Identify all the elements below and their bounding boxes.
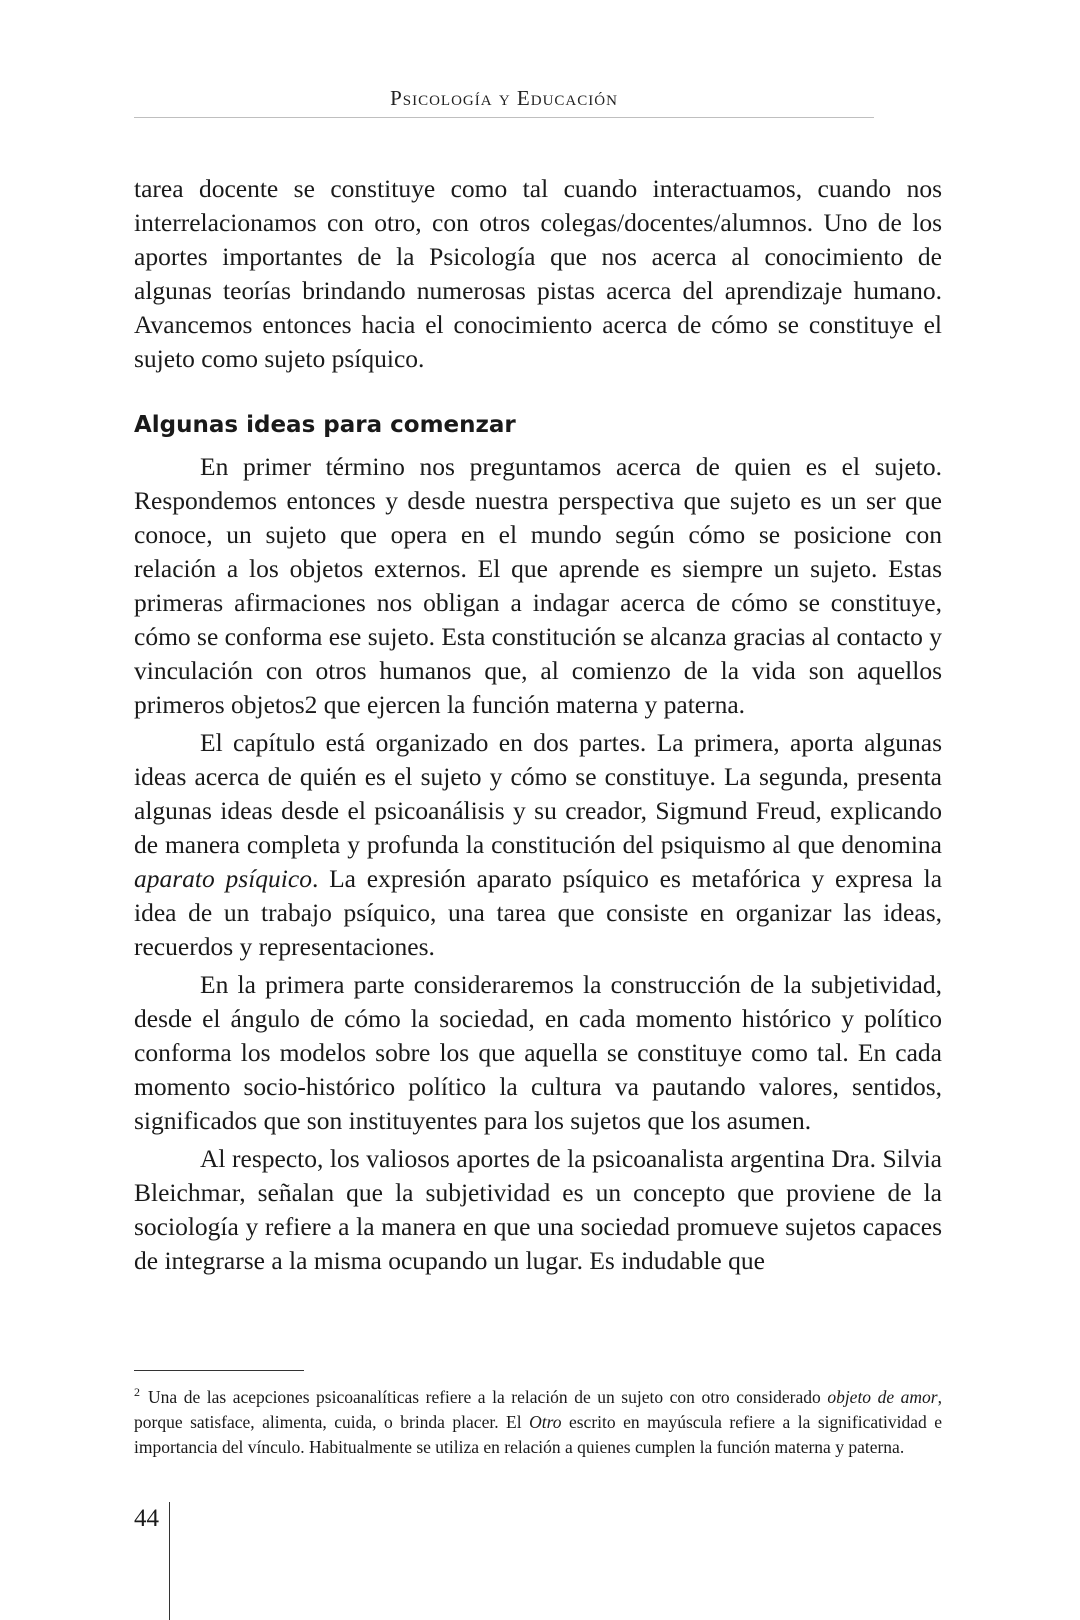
paragraph-2-start: El capítulo está organizado en dos partes. La primera, aporta algunas ideas acerca de quién es el sujeto y cómo se constituye. La segunda, presenta algunas ideas desde el psicoanálisis y su creador, Sigmund Freud, explicando de manera completa y profunda la constitución del psiquismo al que denomina: [134, 728, 942, 859]
footnote: [134, 1385, 942, 1460]
footnote-marker: 2: [134, 1385, 140, 1399]
running-head-title: Psicología y Educación: [390, 86, 618, 110]
page-number: 44: [134, 1505, 159, 1532]
footnote-part-2: , porque satisface, alimenta, cuida, o brinda placer. El: [134, 1387, 942, 1432]
margin-rule: [169, 1502, 170, 1620]
paragraph-2: [134, 726, 942, 964]
paragraph-2-italic: aparato psíquico: [134, 864, 312, 893]
footnote-part-3: escrito en mayúscula refiere a la significatividad e importancia del vínculo. Habitualmente se utiliza en relación a quienes cumplen la función materna y paterna.: [134, 1412, 942, 1457]
section-heading: Algunas ideas para comenzar: [134, 412, 516, 438]
paragraph-4: Al respecto, los valiosos aportes de la psicoanalista argentina Dra. Silvia Bleichmar, señalan que la subjetividad es un concepto que proviene de la sociología y refiere a la manera en que una sociedad promueve sujetos capaces de integrarse a la misma ocupando un lugar. Es indudable que: [134, 1144, 942, 1275]
footnote-part-1: Una de las acepciones psicoanalíticas refiere a la relación de un sujeto con otro considerado: [148, 1387, 828, 1407]
header-rule: [134, 117, 874, 118]
paragraph-1: En primer término nos preguntamos acerca de quien es el sujeto. Respondemos entonces y desde nuestra perspectiva que sujeto es un ser que conoce, un sujeto que opera en el mundo según cómo se posicione con relación a los objetos externos. El que aprende es siempre un sujeto. Estas primeras afirmaciones nos obligan a indagar acerca de cómo se constituye, cómo se conforma ese sujeto. Esta constitución se alcanza gracias al contacto y vinculación con otros humanos que, al comienzo de la vida son aquellos primeros objetos2 que ejercen la función materna y paterna.: [134, 452, 942, 719]
footnote-italic-2: Otro: [529, 1412, 562, 1432]
main-text: [134, 172, 942, 1278]
paragraph-3: En la primera parte consideraremos la construcción de la subjetividad, desde el ángulo de cómo la sociedad, en cada momento histórico y político conforma los modelos sobre los que aquella se constituye como tal. En cada momento socio-histórico político la cultura va pautando valores, sentidos, significados que son instituyentes para los sujetos que los asumen.: [134, 970, 942, 1135]
intro-paragraph: tarea docente se constituye como tal cuando interactuamos, cuando nos interrelacionamos con otro, con otros colegas/docentes/alumnos. Uno de los aportes importantes de la Psicología que nos acerca al conocimiento de algunas teorías brindando numerosas pistas acerca del aprendizaje humano. Avancemos entonces hacia el conocimiento acerca de cómo se constituye el sujeto como sujeto psíquico.: [134, 174, 942, 373]
footnote-italic-1: objeto de amor: [827, 1387, 938, 1407]
footnote-rule: [134, 1370, 304, 1371]
paragraph-2-end: . La expresión aparato psíquico es metafórica y expresa la idea de un trabajo psíquico, una tarea que consiste en organizar las ideas, recuerdos y representaciones.: [134, 864, 943, 961]
